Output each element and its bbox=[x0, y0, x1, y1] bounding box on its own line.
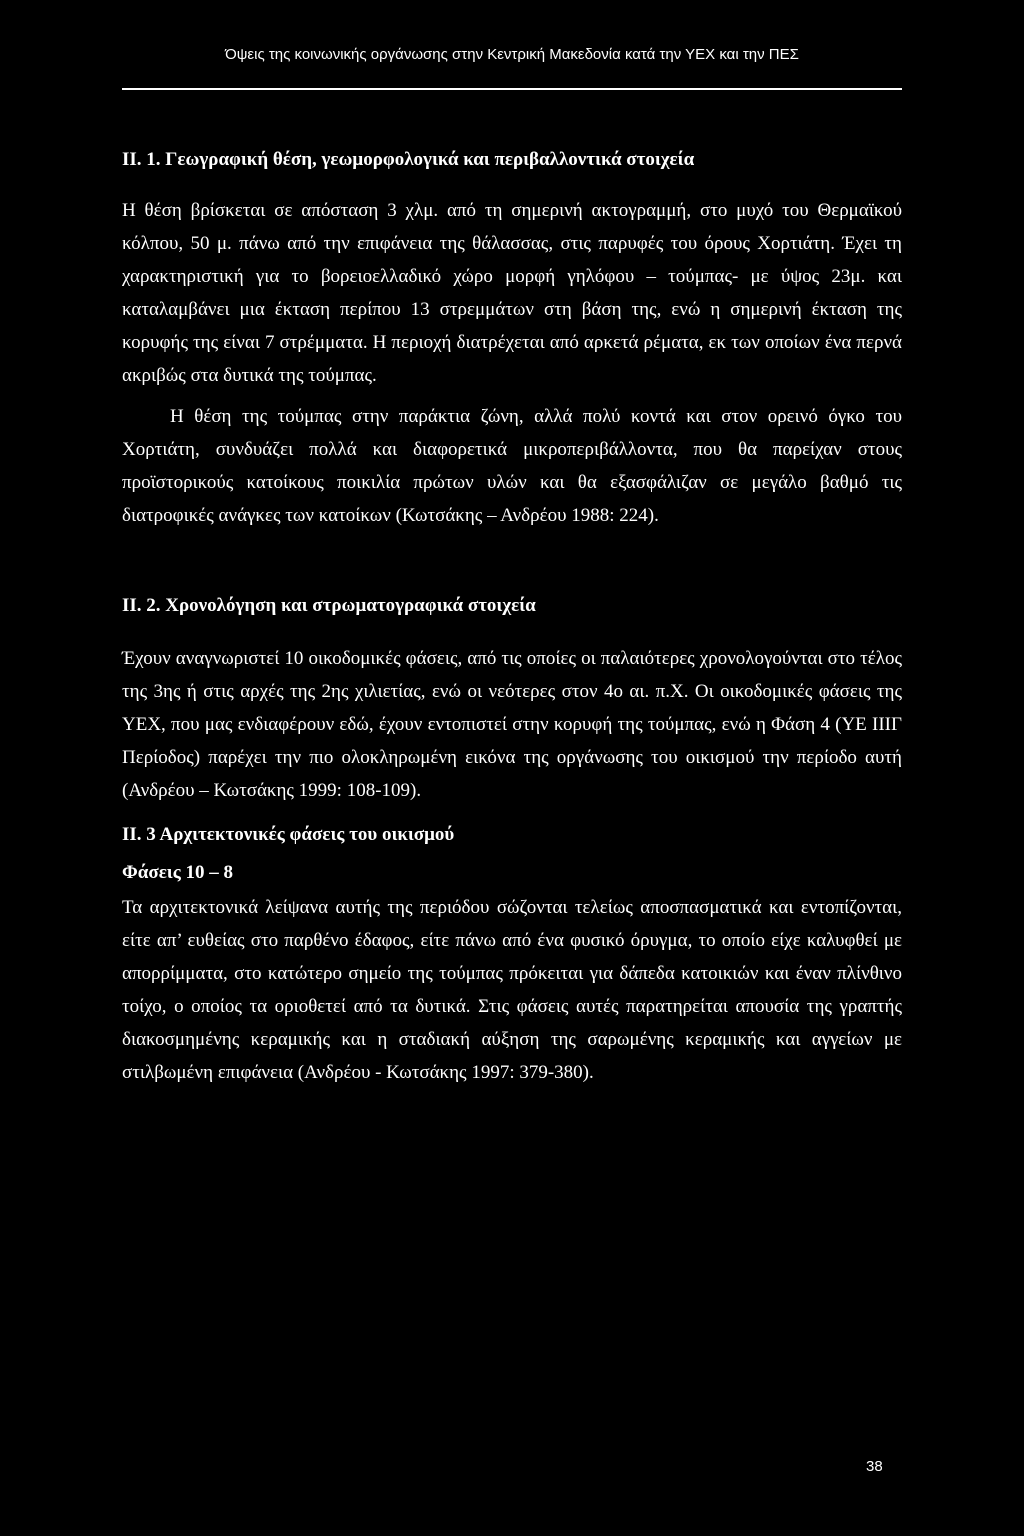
paragraph: Η θέση της τούμπας στην παράκτια ζώνη, αλλά πολύ κοντά και στον ορεινό όγκο του Χορτιάτη, συνδυάζει πολλά και διαφορετικά μικροπεριβάλλοντα, που θα παρείχαν στους προϊστορικούς κατοίκους ποικιλία πρώτων υλών και θα εξασφάλιζαν σε μεγάλο βαθμό τις διατροφικές ανάγκες των κατοίκων (Κωτσάκης – Ανδρέου 1988: 224). bbox=[122, 406, 902, 526]
section-heading: ΙΙ. 2. Χρονολόγηση και στρωματογραφικά στοιχεία bbox=[122, 595, 536, 616]
paragraph: Η θέση βρίσκεται σε απόσταση 3 χλμ. από τη σημερινή ακτογραμμή, στο μυχό του Θερμαϊκού κόλπου, 50 μ. πάνω από την επιφάνεια της θάλασσας, στις παρυφές του όρους Χορτιάτη. Έχει τη χαρακτηριστική για το βορειοελλαδικό χώρο μορφή γηλόφου – τούμπας- με ύψος 23μ. και καταλαμβάνει μια έκταση περίπου 13 στρεμμάτων στη βάση της, ενώ η σημερινή έκταση της κορυφής της είναι 7 στρέμματα. Η περιοχή διατρέχεται από αρκετά ρέματα, εκ των οποίων ένα περνά ακριβώς στα δυτικά της τούμπας. bbox=[122, 200, 902, 386]
page-body bbox=[122, 148, 902, 1089]
section-architecture bbox=[122, 823, 902, 1089]
running-header: Όψεις της κοινωνικής οργάνωσης στην Κεντρική Μακεδονία κατά την ΥΕΧ και την ΠΕΣ bbox=[225, 46, 799, 63]
header-rule bbox=[122, 88, 902, 90]
section-geography bbox=[122, 148, 902, 532]
paragraph: Τα αρχιτεκτονικά λείψανα αυτής της περιόδου σώζονται τελείως αποσπασματικά και εντοπίζονται, είτε απ’ ευθείας στο παρθένο έδαφος, είτε πάνω από ένα φυσικό όρυγμα, το οποίο είχε καλυφθεί με απορρίμματα, στο κατώτερο σημείο της τούμπας πρόκειται για δάπεδα κατοικιών και έναν πλίνθινο τοίχο, ο οποίος τα οριοθετεί από τα δυτικά. Στις φάσεις αυτές παρατηρείται απουσία της γραπτής διακοσμημένης κεραμικής και η σταδιακή αύξηση της σαρωμένης κεραμικής και αγγείων με στιλβωμένη επιφάνεια (Ανδρέου - Κωτσάκης 1997: 379-380). bbox=[122, 897, 902, 1083]
section-subheading: Φάσεις 10 – 8 bbox=[122, 862, 233, 883]
paragraph: Έχουν αναγνωριστεί 10 οικοδομικές φάσεις, από τις οποίες οι παλαιότερες χρονολογούνται στο τέλος της 3ης ή στις αρχές της 2ης χιλιετίας, ενώ οι νεότερες στον 4ο αι. π.Χ. Οι οικοδομικές φάσεις της ΥΕΧ, που μας ενδιαφέρουν εδώ, έχουν εντοπιστεί στην κορυφή της τούμπας, ενώ η Φάση 4 (ΥΕ ΙΙΙΓ Περίοδος) παρέχει την πιο ολοκληρωμένη εικόνα της οργάνωσης του οικισμού την περίοδο αυτή (Ανδρέου – Κωτσάκης 1999: 108-109). bbox=[122, 648, 902, 801]
page-number: 38 bbox=[866, 1458, 883, 1475]
section-heading: ΙΙ. 1. Γεωγραφική θέση, γεωμορφολογικά και περιβαλλοντικά στοιχεία bbox=[122, 149, 695, 170]
section-chronology bbox=[122, 594, 902, 807]
section-heading: ΙΙ. 3 Αρχιτεκτονικές φάσεις του οικισμού bbox=[122, 824, 455, 845]
